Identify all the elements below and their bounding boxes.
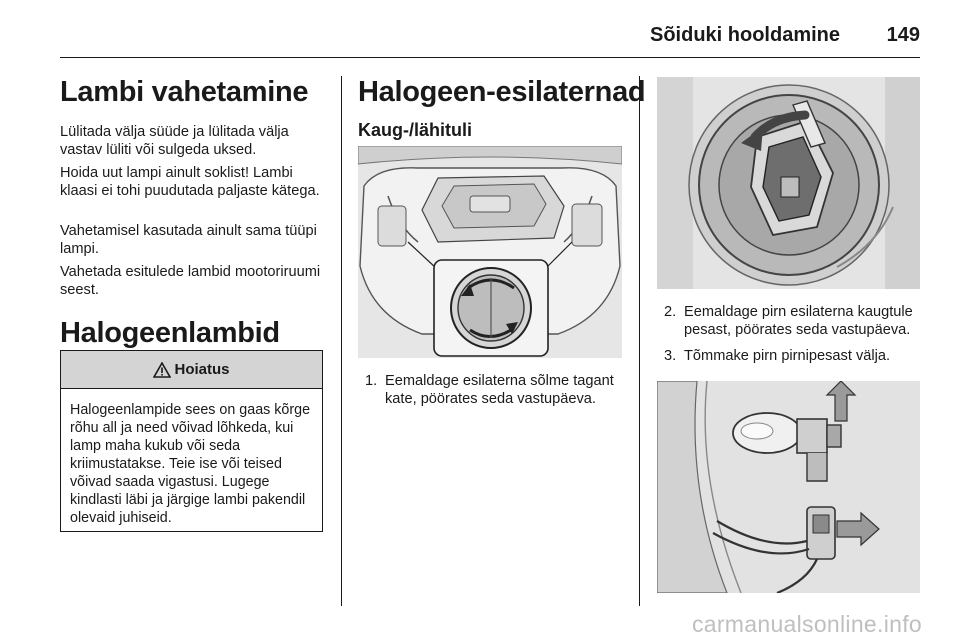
paragraph-3: Vahetamisel kasutada ainult sama tüüpi lampi. [60, 223, 317, 257]
steps-list-right [664, 303, 920, 373]
warning-box [60, 350, 323, 532]
step-item-2 [664, 303, 920, 339]
steps-list-middle [365, 372, 615, 416]
paragraph-4: Vahetada esitulede lambid mootoriruumi seest. [60, 264, 321, 298]
paragraph-2: Hoida uut lampi ainult soklist! Lambi klaasi ei tohi puudutada paljaste kätega. [60, 165, 320, 199]
header-section-title: Sõiduki hooldamine [649, 24, 840, 46]
section-title-halogen-bulbs: Halogeenlambid [60, 317, 280, 349]
step-item-3 [664, 347, 920, 365]
column-divider-2 [639, 76, 640, 606]
warning-title: Hoiatus [174, 361, 230, 378]
section-title-lamp-replacement: Lambi vahetamine [60, 76, 309, 108]
watermark: carmanualsonline.info [691, 611, 922, 637]
bulb-removal-illustration [657, 381, 920, 593]
step-item-1 [365, 372, 615, 408]
step-text-3: Tõmmake pirn pirnipesast välja. [684, 348, 891, 364]
page-number: 149 [886, 24, 920, 46]
step-number-2: 2. [664, 304, 677, 320]
warning-text: Halogeenlampide sees on gaas kõrge rõhu all ja need võivad lõhkeda, kui lamp maha kukub või seda kriimustatakse. Teie ise või teised võivad saada vigastusi. Lugege kindlasti läbi ja järgige lambi pakendil olevaid juhiseid. [70, 402, 311, 526]
step-text-2: Eemaldage pirn esilaterna kaugtule pesast, pöörates seda vastupäeva. [684, 304, 913, 338]
column-divider-1 [341, 76, 342, 606]
step-number-3: 3. [664, 348, 677, 364]
subsection-title-high-low-beam: Kaug-/lähituli [358, 120, 472, 140]
step-number-1: 1. [365, 373, 378, 389]
bulb-cover-illustration [657, 77, 920, 289]
page-header [60, 18, 920, 58]
warning-header [61, 351, 322, 389]
engine-bay-illustration [358, 146, 622, 358]
paragraph-1: Lülitada välja süüde ja lülitada välja vastav lüliti või sulgeda uksed. [60, 124, 289, 158]
section-title-halogen-headlights: Halogeen-esilaternad [358, 76, 646, 108]
step-text-1: Eemaldage esilaterna sõlme tagant kate, pöörates seda vastupäeva. [385, 373, 614, 407]
warning-triangle-icon [153, 362, 171, 378]
